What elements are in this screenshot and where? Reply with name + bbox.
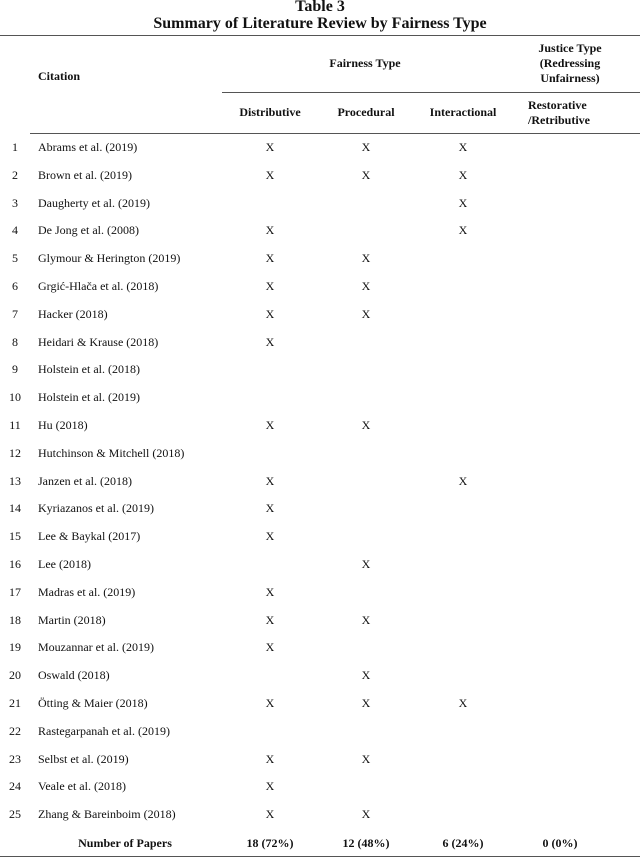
total-procedural: 12 (48%) [342, 836, 390, 850]
row-number: 14 [9, 501, 21, 516]
mark-cell: X [361, 668, 371, 683]
row-number: 19 [9, 640, 21, 655]
row-number: 22 [9, 723, 21, 738]
citation: De Jong et al. (2008) [38, 223, 139, 238]
mark-cell: X [361, 306, 371, 321]
citation: Lee & Baykal (2017) [38, 529, 141, 544]
table-row [0, 693, 640, 713]
row-number: 4 [12, 223, 18, 238]
citation: Glymour & Herington (2019) [38, 251, 181, 266]
citation: Martin (2018) [38, 612, 106, 627]
header-distributive: Distributive [239, 105, 301, 119]
mark-cell: X [458, 195, 468, 210]
table-row [0, 359, 640, 379]
row-number: 15 [9, 529, 21, 544]
mark-cell: X [458, 696, 468, 710]
table-row [0, 610, 640, 630]
row-number: 10 [9, 390, 21, 405]
mark-cell: X [361, 807, 371, 822]
mark-cell: X [265, 807, 275, 822]
row-number: 5 [12, 251, 18, 266]
row-number: 20 [9, 668, 21, 683]
table-row [0, 498, 640, 518]
table-row [0, 526, 640, 546]
mark-cell: X [458, 140, 468, 154]
header-rule [30, 133, 640, 134]
header-fairness-type: Fairness Type [329, 56, 401, 70]
mark-cell: X [361, 612, 371, 627]
table-row [0, 220, 640, 240]
citation: Brown et al. (2019) [38, 167, 132, 182]
header-citation: Citation [38, 69, 80, 83]
row-number: 7 [12, 306, 18, 321]
citation: Ötting & Maier (2018) [38, 696, 148, 710]
citation: Abrams et al. (2019) [38, 140, 138, 154]
table-row [0, 193, 640, 213]
citation: Mouzannar et al. (2019) [38, 640, 154, 655]
mark-cell: X [265, 334, 275, 349]
table-row [0, 721, 640, 741]
row-number: 3 [12, 195, 18, 210]
citation: Kyriazanos et al. (2019) [38, 501, 154, 516]
table-row [0, 665, 640, 685]
mark-cell: X [265, 751, 275, 766]
mark-cell: X [361, 418, 371, 432]
mark-cell: X [361, 696, 371, 710]
mark-cell: X [265, 167, 275, 182]
citation: Hutchinson & Mitchell (2018) [38, 445, 185, 460]
row-number: 13 [9, 473, 21, 488]
totals-row [0, 833, 640, 853]
mark-cell: X [265, 584, 275, 599]
header-interactional: Interactional [429, 105, 497, 119]
totals-label: Number of Papers [78, 836, 172, 850]
row-number: 8 [12, 334, 18, 349]
mark-cell: X [265, 640, 275, 655]
total-interactional: 6 (24%) [442, 836, 484, 850]
header-line: Unfairness) [540, 71, 600, 85]
sub-rule [222, 92, 640, 93]
mark-cell: X [361, 279, 371, 293]
header-justice-type [500, 41, 640, 86]
header-procedural: Procedural [337, 105, 395, 119]
row-number: 21 [9, 696, 21, 710]
citation: Hacker (2018) [38, 306, 108, 321]
row-number: 12 [9, 445, 21, 460]
table-row [0, 332, 640, 352]
citation: Selbst et al. (2019) [38, 751, 129, 766]
row-number: 6 [12, 279, 18, 293]
mark-cell: X [265, 473, 275, 488]
table-row [0, 471, 640, 491]
total-distributive: 18 (72%) [246, 836, 294, 850]
mark-cell: X [361, 751, 371, 766]
row-number: 1 [12, 140, 18, 154]
citation: Oswald (2018) [38, 668, 110, 683]
table-row [0, 248, 640, 268]
row-number: 9 [12, 362, 18, 377]
mark-cell: X [361, 251, 371, 266]
mark-cell: X [265, 251, 275, 266]
row-number: 24 [9, 779, 21, 794]
table-row [0, 387, 640, 407]
table-row [0, 637, 640, 657]
row-number: 25 [9, 807, 21, 822]
row-number: 11 [9, 418, 21, 432]
table-title: Summary of Literature Review by Fairness Type [153, 15, 487, 32]
citation: Janzen et al. (2018) [38, 473, 132, 488]
header-restorative [528, 98, 590, 128]
citation: Holstein et al. (2018) [38, 362, 140, 377]
table-row [0, 554, 640, 574]
row-number: 2 [12, 167, 18, 182]
mark-cell: X [265, 501, 275, 516]
citation: Rastegarpanah et al. (2019) [38, 723, 170, 738]
citation: Lee (2018) [38, 557, 91, 571]
citation: Grgić-Hlača et al. (2018) [38, 279, 159, 293]
citation: Madras et al. (2019) [38, 584, 136, 599]
mark-cell: X [458, 473, 468, 488]
table-row [0, 443, 640, 463]
citation: Zhang & Bareinboim (2018) [38, 807, 176, 822]
table-number: Table 3 [295, 0, 345, 15]
row-number: 23 [9, 751, 21, 766]
table-row [0, 804, 640, 824]
citation: Veale et al. (2018) [38, 779, 126, 794]
mark-cell: X [265, 279, 275, 293]
row-number: 17 [9, 584, 21, 599]
mark-cell: X [265, 418, 275, 432]
table-row [0, 165, 640, 185]
table-row [0, 776, 640, 796]
mark-cell: X [361, 557, 371, 571]
mark-cell: X [265, 223, 275, 238]
citation: Daugherty et al. (2019) [38, 195, 150, 210]
header-line: /Retributive [528, 113, 590, 127]
top-rule [0, 35, 640, 36]
mark-cell: X [265, 140, 275, 154]
row-number: 18 [9, 612, 21, 627]
mark-cell: X [265, 306, 275, 321]
header-line: Justice Type [538, 41, 602, 55]
table-row [0, 582, 640, 602]
mark-cell: X [458, 167, 468, 182]
table-row [0, 749, 640, 769]
table-row [0, 276, 640, 296]
table-row [0, 137, 640, 157]
mark-cell: X [265, 612, 275, 627]
mark-cell: X [361, 140, 371, 154]
table-row [0, 304, 640, 324]
table-row [0, 415, 640, 435]
row-number: 16 [9, 557, 21, 571]
mark-cell: X [458, 223, 468, 238]
header-line: Restorative [528, 98, 587, 112]
mark-cell: X [265, 529, 275, 544]
total-restorative: 0 (0%) [542, 836, 578, 850]
citation: Hu (2018) [38, 418, 88, 432]
mark-cell: X [265, 779, 275, 794]
header-line: (Redressing [539, 56, 601, 70]
citation: Heidari & Krause (2018) [38, 334, 159, 349]
mark-cell: X [361, 167, 371, 182]
bottom-rule [0, 856, 640, 857]
mark-cell: X [265, 696, 275, 710]
citation: Holstein et al. (2019) [38, 390, 140, 405]
